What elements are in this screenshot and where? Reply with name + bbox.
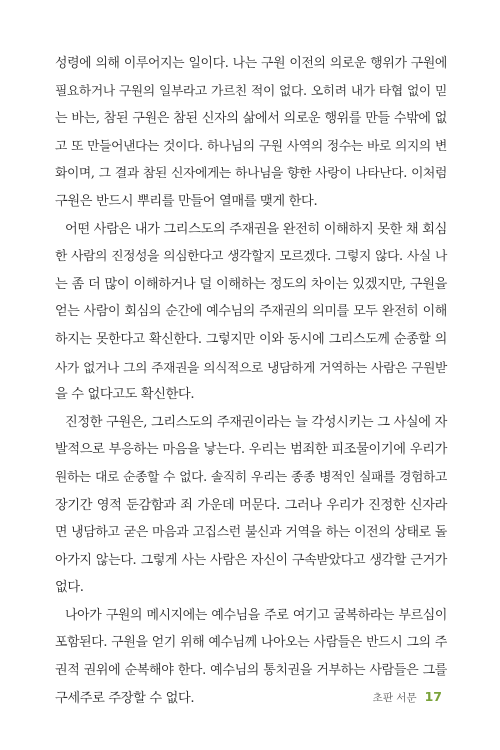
section-label: 초판 서문	[372, 692, 417, 704]
text-line: 구원은 반드시 뿌리를 만들어 열매를 맺게 한다.	[55, 193, 318, 209]
text-line: 고 또 만들어낸다는 것이다. 하나님의 구원 사역의 정수는 바로 의지의 변	[55, 138, 447, 154]
paragraph-2	[55, 216, 447, 409]
text-line: 면 냉담하고 굳은 마음과 고집스런 불신과 거역을 하는 이전의 상태로 돌	[55, 525, 447, 541]
text-line: 는 좀 더 많이 이해하거나 덜 이해하는 정도의 차이는 있겠지만, 구원을	[55, 276, 447, 292]
text-line: 사가 없거나 그의 주재권을 의식적으로 냉담하게 거역하는 사람은 구원받	[55, 359, 447, 375]
text-line: 어떤 사람은 내가 그리스도의 주재권을 완전히 이해하지 못한 채 회심	[65, 221, 447, 237]
text-line: 장기간 영적 둔감함과 죄 가운데 머문다. 그러나 우리가 진정한 신자라	[55, 497, 447, 513]
text-line: 을 수 없다고도 확신한다.	[55, 387, 195, 403]
text-line: 화이며, 그 결과 참된 신자에게는 하나님을 향한 사랑이 나타난다. 이처럼	[55, 166, 447, 182]
text-line: 원하는 대로 순종할 수 없다. 솔직히 우리는 종종 병적인 실패를 경험하고	[55, 469, 447, 485]
text-line: 권적 권위에 순복해야 한다. 예수님의 통치권을 거부하는 사람들은 그를	[55, 663, 447, 679]
text-line: 하지는 못한다고 확신한다. 그렇지만 이와 동시에 그리스도께 순종할 의	[55, 331, 447, 347]
page-body	[55, 50, 447, 712]
text-line: 는 바는, 참된 구원은 참된 신자의 삶에서 의로운 행위를 만들 수밖에 없	[55, 111, 447, 127]
text-line: 나아가 구원의 메시지에는 예수님을 주로 여기고 굴복하라는 부르심이	[65, 607, 447, 623]
text-line: 없다.	[55, 580, 84, 596]
text-line: 포함된다. 구원을 얻기 위해 예수님께 나아오는 사람들은 반드시 그의 주	[55, 635, 447, 651]
text-line: 진정한 구원은, 그리스도의 주재권이라는 늘 각성시키는 그 사실에 자	[65, 414, 447, 430]
text-line: 성령에 의해 이루어지는 일이다. 나는 구원 이전의 의로운 행위가 구원에	[55, 56, 447, 71]
text-line: 한 사람의 진정성을 의심한다고 생각할지 모르겠다. 그렇지 않다. 사실 나	[55, 249, 447, 265]
text-line: 발적으로 부응하는 마음을 낳는다. 우리는 범죄한 피조물이기에 우리가	[55, 442, 447, 458]
paragraph-3	[55, 409, 447, 602]
page-footer	[373, 689, 442, 705]
text-line: 구세주로 주장할 수 없다.	[55, 690, 195, 706]
paragraph-1	[55, 50, 447, 216]
page-number: 17	[424, 689, 442, 704]
text-line: 아가지 않는다. 그렇게 사는 사람은 자신이 구속받았다고 생각할 근거가	[55, 552, 447, 568]
text-line: 얻는 사람이 회심의 순간에 예수님의 주재권의 의미를 모두 완전히 이해	[55, 304, 447, 320]
text-line: 필요하거나 구원의 일부라고 가르친 적이 없다. 오히려 내가 타협 없이 믿	[55, 83, 447, 99]
